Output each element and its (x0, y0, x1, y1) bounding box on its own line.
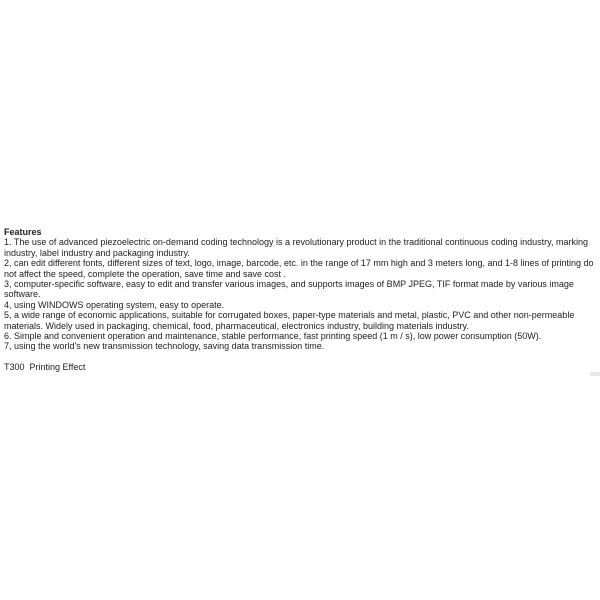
feature-item-7: 7, using the world's new transmission technology, saving data transmission time. (4, 341, 325, 352)
feature-item-1: 1. The use of advanced piezoelectric on-demand coding technology is a revolutionary product in the traditional continuous coding industry, marking industry, label industry and packaging industry. (4, 237, 589, 258)
feature-list (4, 237, 596, 351)
features-section (4, 227, 596, 372)
edge-divider (590, 372, 600, 376)
printing-effect-caption: T300 Printing Effect (4, 361, 86, 372)
feature-item-5: 5, a wide range of economic applications, suitable for corrugated boxes, paper-type materials and metal, plastic, PVC and other non-permeable materials. Widely used in packaging, chemical, food, pharmaceutical, electronics industry, building materials industry. (4, 310, 575, 331)
features-heading: Features (4, 227, 42, 237)
feature-item-2: 2, can edit different fonts, different sizes of text, logo, image, barcode, etc. in the range of 17 mm high and 3 meters long, and 1-8 lines of printing do not affect the speed, complete the operation, save time and save cost . (4, 258, 594, 279)
feature-item-4: 4, using WINDOWS operating system, easy to operate. (4, 299, 225, 310)
feature-item-6: 6. Simple and convenient operation and maintenance, stable performance, fast printing speed (1 m / s), low power consumption (50W). (4, 331, 542, 342)
feature-item-3: 3, computer-specific software, easy to edit and transfer various images, and supports images of BMP JPEG, TIF format made by various image software. (4, 279, 574, 300)
